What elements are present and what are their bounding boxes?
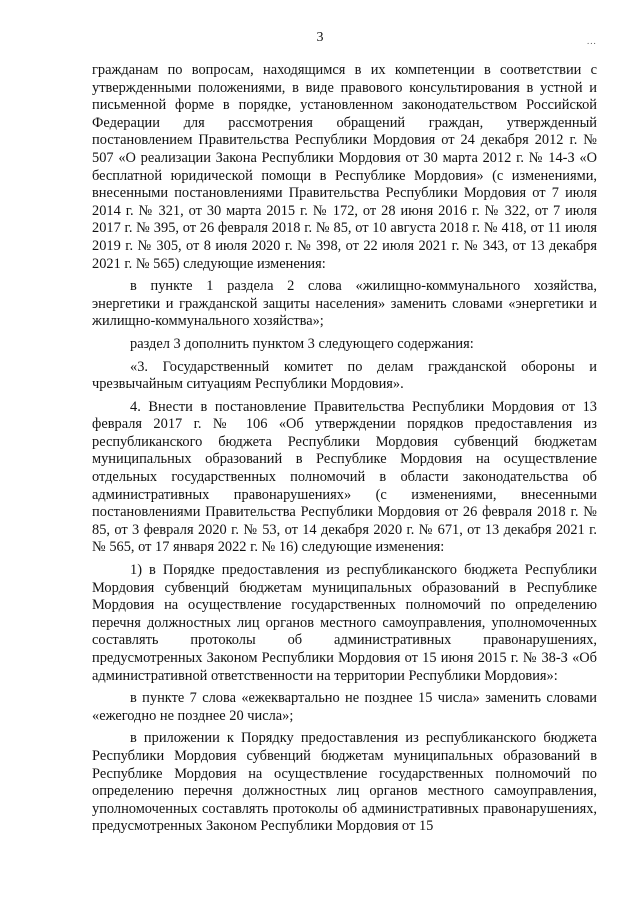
paragraph-section-3-addition: раздел 3 дополнить пунктом 3 следующего содержания: <box>130 335 474 352</box>
document-body <box>92 62 597 836</box>
paragraph-continuation: гражданам по вопросам, находящимся в их компетенции в соответствии с утвержденными положениями, в виде правового консультирования в устной и письменной форме в порядке, установленном законодательством Российской Федерации для рассмотрения обращений граждан, утвержденный постановлением Правительства Республики Мордовия от 24 декабря 2012 г. № 507 «О реализации Закона Республики Мордовия от 30 марта 2012 г. № 14-З «О бесплатной юридической помощи в Республике Мордовия» (с изменениями, внесенными постановлениями Правительства Республики Мордовия от 7 июля 2014 г. № 321, от 30 марта 2015 г. № 172, от 28 июня 2016 г. № 322, от 7 июля 2017 г. № 395, от 26 февраля 2018 г. № 85, от 10 августа 2018 г. № 418, от 11 июля 2019 г. № 305, от 8 июля 2020 г. № 398, от 22 июля 2021 г. № 343, от 13 декабря 2021 г. № 565) следующие изменения: <box>92 62 597 272</box>
paragraph-subitem-1: 1) в Порядке предоставления из республиканского бюджета Республики Мордовия субвенций бюджетам муниципальных образований в Республике Мордовия на осуществление государственных полномочий по определению перечня должностных лиц органов местного самоуправления, уполномоченных составлять протоколы об административных правонарушениях, предусмотренных Законом Республики Мордовия от 15 июня 2015 г. № 38-З «Об административной ответственности на территории Республики Мордовия»: <box>92 562 597 684</box>
corner-mark: ... <box>587 36 597 46</box>
paragraph-amendment-section-2: в пункте 1 раздела 2 слова «жилищно-коммунального хозяйства, энергетики и гражданской защиты населения» заменить словами «энергетики и жилищно-коммунального хозяйства»; <box>92 278 597 330</box>
paragraph-point-7-amendment: в пункте 7 слова «ежеквартально не позднее 15 числа» заменить словами «ежегодно не позднее 20 числа»; <box>92 690 597 724</box>
paragraph-item-4: 4. Внести в постановление Правительства Республики Мордовия от 13 февраля 2017 г. № 106 «Об утверждении порядков предоставления из республиканского бюджета Республики Мордовия субвенций бюджетам муниципальных образований в Республике Мордовия на осуществление отдельных государственных полномочий в области законодательства об административных правонарушениях» (с изменениями, внесенными постановлениями Правительства Республики Мордовия от 26 февраля 2018 г. № 85, от 3 февраля 2020 г. № 53, от 14 декабря 2020 г. № 671, от 13 декабря 2021 г. № 565, от 17 января 2022 г. № 16) следующие изменения: <box>92 398 597 556</box>
page-number: 3 <box>316 30 324 45</box>
paragraph-item-3-text: «3. Государственный комитет по делам гражданской обороны и чрезвычайным ситуациям Республики Мордовия». <box>92 358 597 393</box>
paragraph-appendix-amendment: в приложении к Порядку предоставления из республиканского бюджета Республики Мордовия субвенций бюджетам муниципальных образований в Республике Мордовия на осуществление государственных полномочий по определению перечня должностных лиц органов местного самоуправления, уполномоченных составлять протоколы об административных правонарушениях, предусмотренных Законом Республики Мордовия от 15 <box>92 730 597 835</box>
